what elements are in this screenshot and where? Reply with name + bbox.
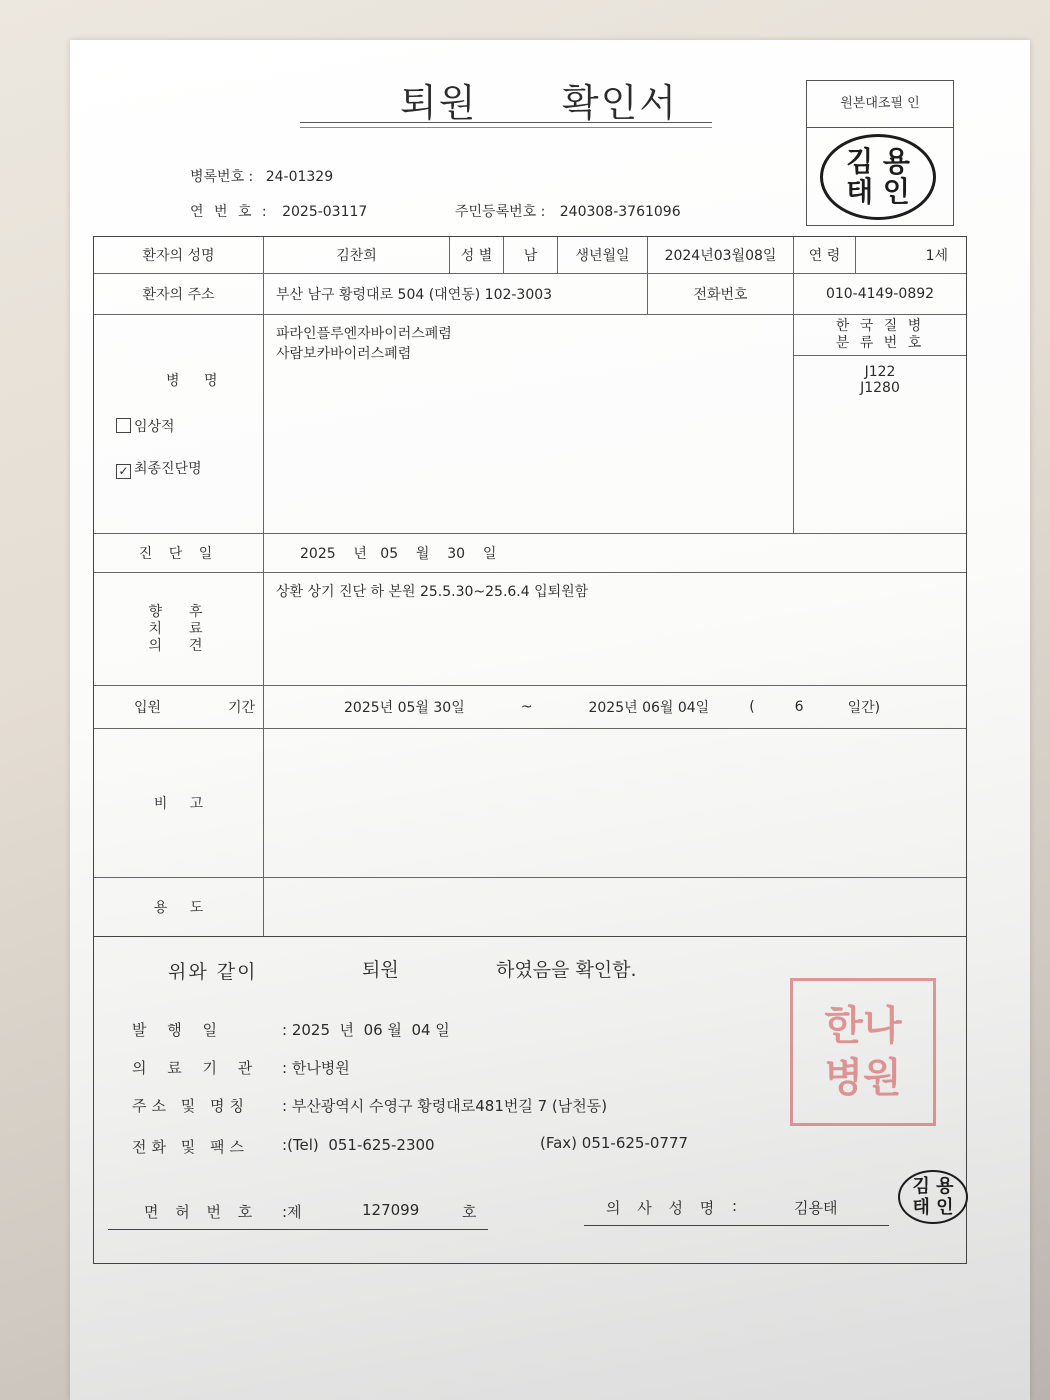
disease-code-2: J1280 xyxy=(860,380,900,396)
opinion-label xyxy=(94,573,264,685)
seal-bottom-line-1: 김 용 xyxy=(912,1176,954,1197)
doctor-underline xyxy=(584,1225,889,1226)
phone-value: 010-4149-0892 xyxy=(825,286,935,302)
address-label: 환자의 주소 xyxy=(94,274,264,314)
clinical-option xyxy=(116,416,175,436)
doctor-name: 김용태 xyxy=(794,1199,838,1217)
fax-value: (Fax) 051-625-0777 xyxy=(540,1134,689,1152)
final-option xyxy=(116,458,202,479)
tel-value: :(Tel) 051-625-2300 xyxy=(282,1136,435,1154)
code-label-line-1: 한 국 질 병 xyxy=(835,318,925,334)
issue-date: 2025 년 06 월 04 일 xyxy=(291,1021,450,1039)
doctor-seal-bottom xyxy=(898,1170,968,1224)
address-name-label: 주소 및 명칭 xyxy=(132,1097,249,1115)
rrn-value: 240308-3761096 xyxy=(559,204,681,220)
hospital-seal-line-2: 병원 xyxy=(824,1055,902,1101)
opinion-text: 상환 상기 진단 하 본원 25.5.30~25.6.4 입퇴원함 xyxy=(276,584,589,600)
table-row-name xyxy=(94,237,966,274)
name-label: 환자의 성명 xyxy=(94,237,264,273)
table-row-admission xyxy=(94,686,966,729)
clinical-label: 임상적 xyxy=(134,418,175,435)
confirm-c: 하였음을 확인함. xyxy=(496,959,637,981)
license-suffix: 호 xyxy=(462,1203,477,1221)
sex-label: 성 별 xyxy=(450,237,504,273)
serial-row xyxy=(190,201,367,221)
patient-info-table xyxy=(93,236,967,937)
serial-label: 연 번 호 : xyxy=(190,204,270,220)
license-prefix: :제 xyxy=(282,1203,302,1221)
purpose-value xyxy=(264,878,966,936)
confirm-b: 퇴원 xyxy=(362,959,399,981)
admission-period xyxy=(264,686,966,728)
seal-line-2: 태 인 xyxy=(846,175,910,208)
diagnosis-names xyxy=(264,315,794,533)
disease-codes xyxy=(860,356,900,396)
rrn-row xyxy=(455,201,681,221)
table-row-purpose xyxy=(94,878,966,936)
title-underline xyxy=(300,122,712,123)
diagnosis-name-1: 파라인플루엔자바이러스폐렴 xyxy=(276,326,452,342)
birth-value: 2024년03월08일 xyxy=(648,237,794,273)
admission-to: 2025년 06월 04일 xyxy=(588,700,710,716)
final-label: 최종진단명 xyxy=(134,460,202,477)
final-checkbox[interactable]: ✓ xyxy=(116,464,131,479)
admission-open-paren: ( xyxy=(749,699,755,715)
sex-value: 남 xyxy=(504,237,558,273)
clinical-checkbox[interactable] xyxy=(116,418,131,433)
disease-code-1: J122 xyxy=(864,364,896,380)
reg-no-row xyxy=(190,166,333,186)
stamp-box-label: 원본대조필 인 xyxy=(807,81,953,128)
admission-label-a: 입원 xyxy=(134,700,162,716)
code-label-line-2: 분 류 번 호 xyxy=(835,335,925,351)
hospital-address-value: : 부산광역시 수영구 황령대로481번길 7 (남천동) xyxy=(282,1097,608,1115)
doctor-colon: : xyxy=(732,1197,738,1215)
table-row-diag-date xyxy=(94,534,966,573)
purpose-label: 용 도 xyxy=(94,878,264,936)
remarks-value xyxy=(264,729,966,877)
disease-code-label xyxy=(794,315,966,356)
rrn-label: 주민등록번호 : xyxy=(455,204,546,220)
doctor-seal-top xyxy=(820,134,936,220)
license-pre: 제 xyxy=(287,1203,302,1221)
institution-value: : 한나병원 xyxy=(282,1059,350,1077)
license-number: 127099 xyxy=(362,1201,420,1219)
remarks-label: 비 고 xyxy=(94,729,264,877)
opinion-label-1: 향 후 xyxy=(148,603,209,620)
title-underline-2 xyxy=(300,127,712,128)
table-row-address xyxy=(94,274,966,315)
table-row-opinion xyxy=(94,573,966,686)
admission-label-b: 기간 xyxy=(227,700,255,716)
license-label: 면 허 번 호 xyxy=(144,1203,259,1221)
reg-no-value: 24-01329 xyxy=(265,169,334,185)
doctor-label: 의 사 성 명 xyxy=(606,1199,721,1217)
confirm-a: 위와 같이 xyxy=(168,961,258,983)
address-value: 부산 남구 황령대로 504 (대연동) 102-3003 xyxy=(264,274,648,314)
birth-label: 생년월일 xyxy=(558,237,648,273)
license-underline xyxy=(108,1229,488,1230)
institution-label: 의 료 기 관 xyxy=(132,1059,261,1077)
disease-code-cell xyxy=(794,315,966,533)
document-paper xyxy=(70,40,1030,1400)
name-value: 김찬희 xyxy=(264,237,450,273)
diag-date-value: 2025 년 05 월 30 일 xyxy=(300,546,497,562)
diagnosis-label: 병 명 xyxy=(166,372,228,389)
hospital-address: 부산광역시 수영구 황령대로481번길 7 (남천동) xyxy=(291,1097,608,1115)
admission-tilde: ~ xyxy=(520,699,533,715)
phone-label: 전화번호 xyxy=(648,274,794,314)
admission-days: 6 xyxy=(794,699,804,715)
reg-no-label: 병록번호 : xyxy=(190,169,254,185)
issue-date-value: : 2025 년 06 월 04 일 xyxy=(282,1021,450,1039)
admission-days-suffix: 일간) xyxy=(847,700,881,716)
tel-fax-label: 전화 및 팩스 xyxy=(132,1138,249,1156)
admission-label xyxy=(94,686,264,728)
opinion-label-2: 치 료 xyxy=(148,620,209,637)
tel: (Tel) 051-625-2300 xyxy=(287,1136,435,1154)
issue-date-label: 발 행 일 xyxy=(132,1021,226,1039)
diag-date-label: 진 단 일 xyxy=(94,534,264,572)
hospital-red-seal xyxy=(790,978,936,1126)
hospital-seal-line-1: 한나 xyxy=(824,1003,902,1049)
seal-bottom-line-2: 태 인 xyxy=(912,1197,954,1218)
institution: 한나병원 xyxy=(291,1059,350,1077)
diagnosis-name-2: 사람보카바이러스폐렴 xyxy=(276,346,412,362)
diagnosis-label-cell xyxy=(94,315,264,533)
admission-from: 2025년 05월 30일 xyxy=(344,700,465,716)
document-title: 퇴원 확인서 xyxy=(400,81,679,125)
age-value: 1세 xyxy=(925,248,948,264)
age-label: 연 령 xyxy=(794,237,856,273)
opinion-label-3: 의 견 xyxy=(148,637,209,654)
serial-value: 2025-03117 xyxy=(282,204,368,220)
seal-line-1: 김 용 xyxy=(846,145,910,178)
table-row-remarks xyxy=(94,729,966,878)
table-row-diagnosis xyxy=(94,315,966,534)
